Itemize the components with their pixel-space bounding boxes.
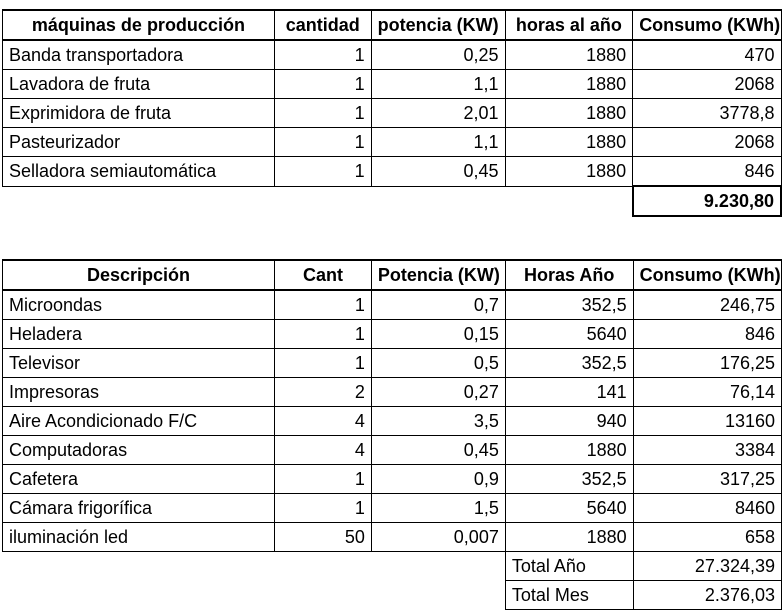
cell-hours: 1880	[505, 128, 633, 157]
cell-description: Microondas	[3, 290, 275, 320]
cell-power: 0,45	[371, 436, 505, 465]
header-quantity: cantidad	[274, 10, 371, 40]
cell-consumption: 246,75	[633, 290, 781, 320]
table-row	[3, 157, 782, 187]
cell-machine: Exprimidora de fruta	[3, 99, 275, 128]
production-total: 9.230,80	[633, 186, 781, 216]
production-machines-table	[2, 9, 782, 217]
cell-quantity: 4	[275, 407, 372, 436]
cell-hours: 1880	[505, 70, 633, 99]
total-year-label: Total Año	[505, 552, 633, 581]
production-rows	[3, 40, 782, 216]
cell-hours: 5640	[505, 320, 633, 349]
cell-hours: 1880	[505, 157, 633, 187]
cell-description: Aire Acondicionado F/C	[3, 407, 275, 436]
cell-quantity: 1	[274, 70, 371, 99]
cell-power: 1,1	[371, 70, 505, 99]
table-row	[3, 320, 782, 349]
cell-hours: 1880	[505, 99, 633, 128]
cell-description: Cafetera	[3, 465, 275, 494]
header-hours: Horas Año	[505, 260, 633, 290]
cell-quantity: 1	[275, 465, 372, 494]
table-row	[3, 494, 782, 523]
cell-hours: 1880	[505, 40, 633, 70]
cell-power: 3,5	[371, 407, 505, 436]
table-row	[3, 128, 782, 157]
cell-consumption: 3384	[633, 436, 781, 465]
cell-power: 0,15	[371, 320, 505, 349]
cell-machine: Banda transportadora	[3, 40, 275, 70]
cell-hours: 352,5	[505, 465, 633, 494]
appliance-rows	[3, 290, 782, 610]
cell-hours: 5640	[505, 494, 633, 523]
header-consumption: Consumo (KWh)	[633, 10, 781, 40]
cell-hours: 352,5	[505, 349, 633, 378]
cell-consumption: 176,25	[633, 349, 781, 378]
cell-quantity: 1	[274, 99, 371, 128]
cell-quantity: 1	[275, 349, 372, 378]
table-row	[3, 436, 782, 465]
appliances-table	[2, 259, 782, 610]
table-header-row	[3, 10, 782, 40]
cell-quantity: 50	[275, 523, 372, 552]
cell-consumption: 3778,8	[633, 99, 781, 128]
cell-quantity: 1	[274, 40, 371, 70]
cell-power: 0,007	[371, 523, 505, 552]
cell-description: Cámara frigorífica	[3, 494, 275, 523]
table-row	[3, 407, 782, 436]
cell-consumption: 658	[633, 523, 781, 552]
table-row	[3, 70, 782, 99]
cell-consumption: 470	[633, 40, 781, 70]
table-row	[3, 99, 782, 128]
cell-hours: 1880	[505, 436, 633, 465]
cell-description: Televisor	[3, 349, 275, 378]
total-year-row	[3, 552, 782, 581]
cell-description: Impresoras	[3, 378, 275, 407]
table-row	[3, 378, 782, 407]
cell-power: 0,25	[371, 40, 505, 70]
cell-quantity: 2	[275, 378, 372, 407]
cell-machine: Lavadora de fruta	[3, 70, 275, 99]
total-month-value: 2.376,03	[633, 581, 781, 610]
header-hours: horas al año	[505, 10, 633, 40]
cell-consumption: 2068	[633, 70, 781, 99]
total-row	[3, 186, 782, 216]
cell-power: 2,01	[371, 99, 505, 128]
cell-consumption: 317,25	[633, 465, 781, 494]
header-quantity: Cant	[275, 260, 372, 290]
cell-machine: Selladora semiautomática	[3, 157, 275, 187]
cell-quantity: 1	[275, 494, 372, 523]
header-machines: máquinas de producción	[3, 10, 275, 40]
table-row	[3, 290, 782, 320]
cell-quantity: 1	[274, 128, 371, 157]
cell-hours: 352,5	[505, 290, 633, 320]
cell-quantity: 1	[275, 290, 372, 320]
cell-consumption: 13160	[633, 407, 781, 436]
cell-description: iluminación led	[3, 523, 275, 552]
cell-machine: Pasteurizador	[3, 128, 275, 157]
cell-description: Computadoras	[3, 436, 275, 465]
cell-power: 0,45	[371, 157, 505, 187]
cell-consumption: 846	[633, 320, 781, 349]
header-power: Potencia (KW)	[371, 260, 505, 290]
table-header-row	[3, 260, 782, 290]
cell-hours: 141	[505, 378, 633, 407]
cell-power: 1,1	[371, 128, 505, 157]
cell-quantity: 1	[274, 157, 371, 187]
cell-hours: 940	[505, 407, 633, 436]
cell-power: 1,5	[371, 494, 505, 523]
header-description: Descripción	[3, 260, 275, 290]
table-row	[3, 40, 782, 70]
cell-power: 0,5	[371, 349, 505, 378]
cell-power: 0,9	[371, 465, 505, 494]
table-row	[3, 465, 782, 494]
total-year-value: 27.324,39	[633, 552, 781, 581]
cell-consumption: 2068	[633, 128, 781, 157]
cell-description: Heladera	[3, 320, 275, 349]
total-month-label: Total Mes	[505, 581, 633, 610]
cell-power: 0,7	[371, 290, 505, 320]
cell-quantity: 1	[275, 320, 372, 349]
cell-power: 0,27	[371, 378, 505, 407]
table-row	[3, 523, 782, 552]
cell-quantity: 4	[275, 436, 372, 465]
table-row	[3, 349, 782, 378]
cell-consumption: 76,14	[633, 378, 781, 407]
total-month-row	[3, 581, 782, 610]
cell-consumption: 8460	[633, 494, 781, 523]
header-consumption: Consumo (KWh)	[633, 260, 781, 290]
header-power: potencia (KW)	[371, 10, 505, 40]
cell-consumption: 846	[633, 157, 781, 187]
cell-hours: 1880	[505, 523, 633, 552]
